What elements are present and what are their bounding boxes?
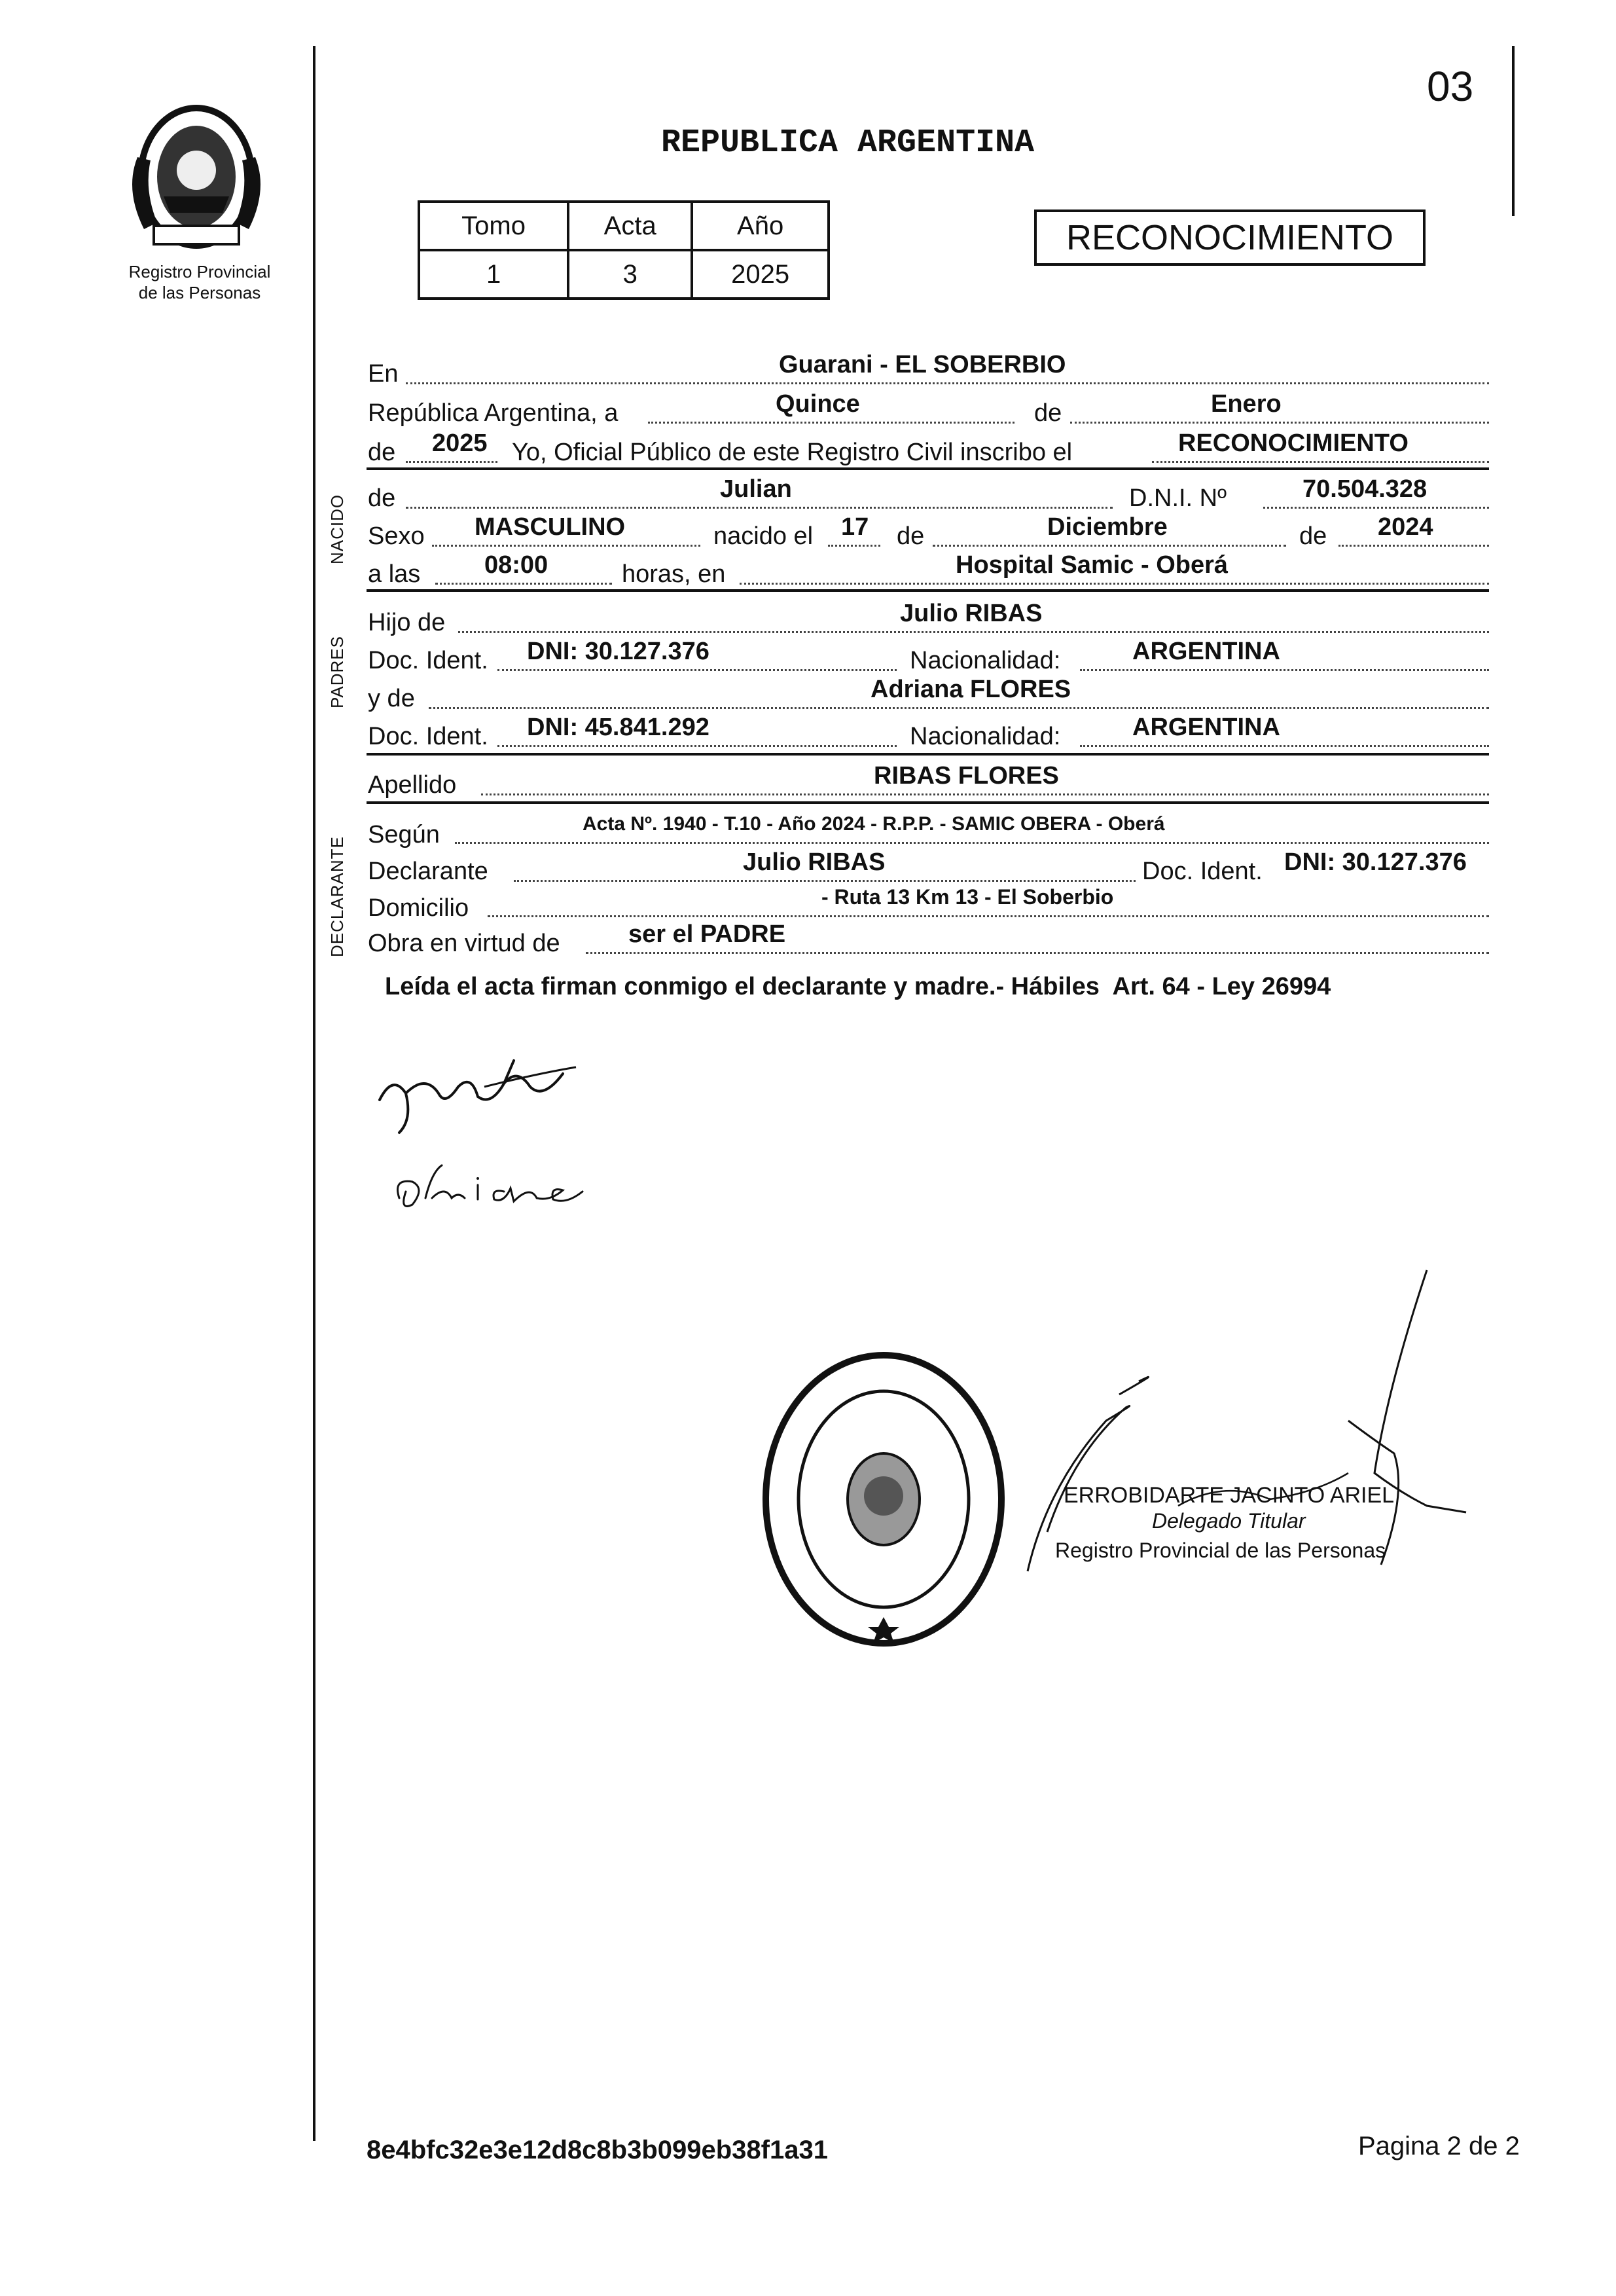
divider-1 bbox=[367, 467, 1489, 470]
closing-text: Leída el acta firman conmigo el declarante y madre.- Hábiles Art. 64 - Ley 26994 bbox=[385, 973, 1331, 1000]
act-type-box: RECONOCIMIENTO bbox=[1034, 210, 1426, 266]
anio-header: Año bbox=[692, 202, 829, 250]
nac-anio-dots bbox=[1338, 545, 1489, 547]
domicilio-value: - Ruta 13 Km 13 - El Soberbio bbox=[821, 885, 1114, 909]
declarante-doc-label: Doc. Ident. bbox=[1142, 858, 1263, 885]
anio-value: 2025 bbox=[432, 429, 488, 457]
madre-doc-value: DNI: 45.841.292 bbox=[527, 714, 709, 741]
obra-dots bbox=[586, 952, 1489, 954]
declarante-doc-value: DNI: 30.127.376 bbox=[1284, 848, 1467, 876]
mes-value: Enero bbox=[1211, 390, 1282, 418]
yde-label: y de bbox=[368, 685, 415, 712]
padre-doc-value: DNI: 30.127.376 bbox=[527, 638, 709, 665]
segun-label: Según bbox=[368, 821, 440, 848]
signature-julio bbox=[367, 1048, 589, 1139]
nac-mes-dots bbox=[933, 545, 1286, 547]
padre-doc-label: Doc. Ident. bbox=[368, 647, 488, 674]
nac-dia-dots bbox=[828, 545, 880, 547]
padre-nac-label: Nacionalidad: bbox=[910, 647, 1061, 674]
province-logo bbox=[118, 98, 275, 255]
hora-value: 08:00 bbox=[484, 551, 548, 579]
official-role: Delegado Titular bbox=[1152, 1509, 1306, 1533]
apellido-label: Apellido bbox=[368, 771, 457, 799]
domicilio-label: Domicilio bbox=[368, 894, 469, 922]
page-indicator: Pagina 2 de 2 bbox=[1358, 2132, 1520, 2160]
logo-caption-2: de las Personas bbox=[138, 283, 261, 302]
sexo-dots bbox=[432, 545, 700, 547]
nacido-label: nacido el bbox=[713, 522, 814, 550]
madre-nac-value: ARGENTINA bbox=[1132, 714, 1280, 741]
madre-dots bbox=[429, 707, 1489, 709]
tomo-header: Tomo bbox=[419, 202, 568, 250]
obra-value: ser el PADRE bbox=[628, 920, 786, 948]
de4-label: de bbox=[897, 522, 925, 550]
madre-nac-dots bbox=[1080, 745, 1489, 747]
divider-3 bbox=[367, 753, 1489, 756]
de3-label: de bbox=[368, 484, 396, 512]
declarante-dots bbox=[514, 880, 1136, 882]
dni-label: D.N.I. Nº bbox=[1129, 484, 1227, 512]
dni-value: 70.504.328 bbox=[1302, 475, 1427, 503]
official-signature bbox=[1008, 1257, 1479, 1584]
declarante-value: Julio RIBAS bbox=[743, 848, 886, 876]
domicilio-dots bbox=[488, 915, 1489, 917]
nac-mes-value: Diciembre bbox=[1047, 513, 1168, 541]
en-value: Guarani - EL SOBERBIO bbox=[779, 351, 1066, 378]
acta-header: Acta bbox=[568, 202, 692, 250]
yo-label: Yo, Oficial Público de este Registro Civil inscribo el bbox=[512, 439, 1073, 466]
de-label: de bbox=[1034, 399, 1062, 427]
section-declarante: DECLARANTE bbox=[327, 836, 347, 957]
padre-nac-dots bbox=[1080, 669, 1489, 671]
page-title: REPUBLICA ARGENTINA bbox=[661, 124, 1035, 162]
dia-value: Quince bbox=[776, 390, 860, 418]
padre-dots bbox=[458, 631, 1489, 633]
en-dots bbox=[406, 382, 1489, 384]
dia-dots bbox=[648, 422, 1014, 424]
dni-dots bbox=[1263, 507, 1489, 509]
nac-dia-value: 17 bbox=[841, 513, 869, 541]
declarante-label: Declarante bbox=[368, 858, 488, 885]
section-padres: PADRES bbox=[327, 636, 347, 708]
madre-value: Adriana FLORES bbox=[871, 676, 1071, 703]
apellido-value: RIBAS FLORES bbox=[874, 762, 1059, 790]
official-name: ERROBIDARTE JACINTO ARIEL bbox=[1064, 1483, 1395, 1508]
lugar-dots bbox=[740, 583, 1489, 585]
inscribo-value: RECONOCIMIENTO bbox=[1178, 429, 1409, 457]
segun-value: Acta Nº. 1940 - T.10 - Año 2024 - R.P.P. - SAMIC OBERA - Oberá bbox=[583, 813, 1165, 835]
right-edge-line bbox=[1512, 46, 1515, 216]
padre-doc-dots bbox=[497, 669, 897, 671]
madre-nac-label: Nacionalidad: bbox=[910, 723, 1061, 750]
segun-dots bbox=[455, 842, 1489, 844]
padre-value: Julio RIBAS bbox=[900, 600, 1043, 627]
hijo-label: Hijo de bbox=[368, 609, 446, 636]
madre-doc-dots bbox=[497, 745, 897, 747]
nombre-value: Julian bbox=[720, 475, 792, 503]
acta-value: 3 bbox=[568, 250, 692, 299]
alas-label: a las bbox=[368, 560, 421, 588]
anio-value: 2025 bbox=[692, 250, 829, 299]
page-number: 03 bbox=[1427, 63, 1474, 110]
de5-label: de bbox=[1299, 522, 1327, 550]
en-label: En bbox=[368, 360, 399, 388]
official-stamp bbox=[753, 1349, 1014, 1650]
padre-nac-value: ARGENTINA bbox=[1132, 638, 1280, 665]
hora-dots bbox=[435, 583, 612, 585]
document-hash: 8e4bfc32e3e12d8c8b3b099eb38f1a31 bbox=[367, 2136, 828, 2164]
logo-caption-1: Registro Provincial bbox=[128, 262, 271, 282]
section-nacido: NACIDO bbox=[327, 494, 347, 564]
apellido-dots bbox=[481, 793, 1489, 795]
margin-line bbox=[313, 46, 315, 2141]
horas-label: horas, en bbox=[622, 560, 726, 588]
official-org: Registro Provincial de las Personas bbox=[1055, 1539, 1386, 1562]
de2-label: de bbox=[368, 439, 396, 466]
sexo-value: MASCULINO bbox=[475, 513, 626, 541]
sexo-label: Sexo bbox=[368, 522, 425, 550]
madre-doc-label: Doc. Ident. bbox=[368, 723, 488, 750]
lugar-value: Hospital Samic - Oberá bbox=[956, 551, 1229, 579]
nac-anio-value: 2024 bbox=[1378, 513, 1433, 541]
reference-table bbox=[418, 200, 830, 300]
nombre-dots bbox=[406, 507, 1113, 509]
anio-dots bbox=[406, 461, 497, 463]
obra-label: Obra en virtud de bbox=[368, 930, 560, 957]
divider-4 bbox=[367, 801, 1489, 804]
republica-label: República Argentina, a bbox=[368, 399, 619, 427]
inscribo-dots bbox=[1152, 461, 1489, 463]
signature-adriana bbox=[386, 1152, 609, 1231]
tomo-value: 1 bbox=[419, 250, 568, 299]
mes-dots bbox=[1070, 422, 1489, 424]
divider-2 bbox=[367, 589, 1489, 592]
